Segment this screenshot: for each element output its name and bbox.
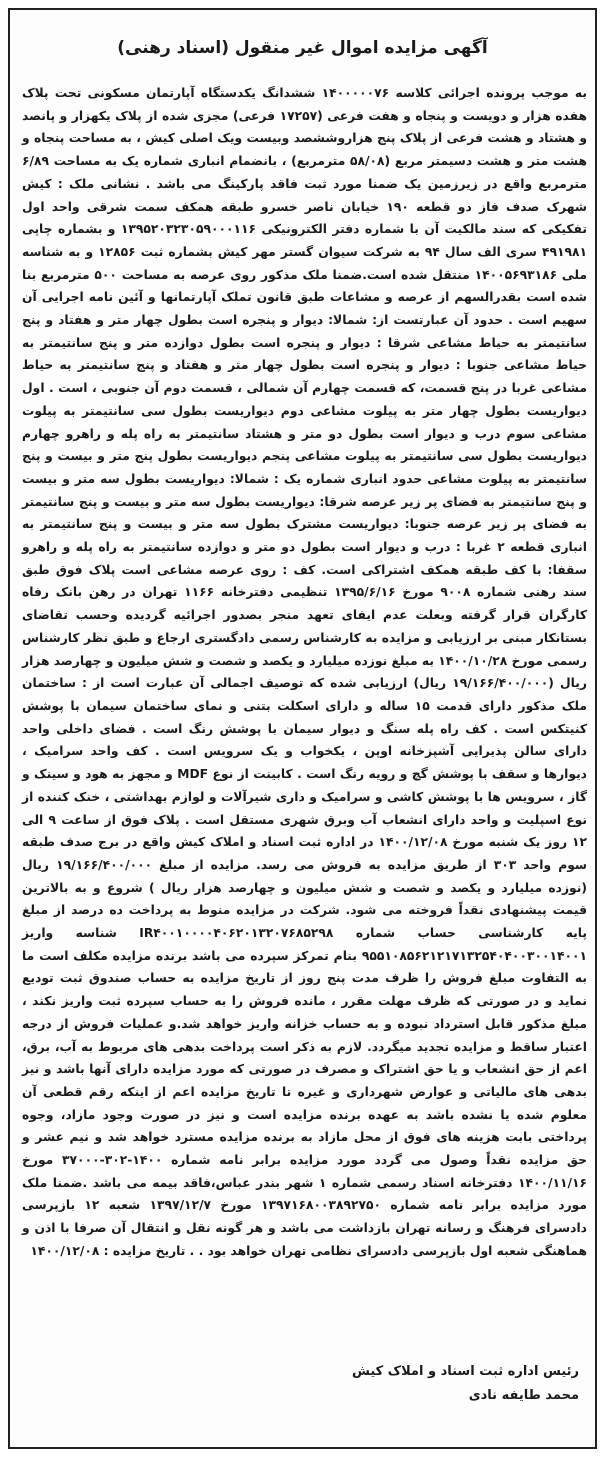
notice-title: آگهی مزایده اموال غیر منقول (اسناد رهنی) [117,38,488,58]
notice-body: به موجب پرونده اجرائی کلاسه ۱۴۰۰۰۰۰۷۶ ششدانگ یکدستگاه آپارتمان مسکونی تحت پلاک هفده هزار و دویست و پنجاه و هفت فرعی (۱۷۲۵۷ فرعی) مجزی شده از پلاک یکهزار و پانصد و هشتاد و هشت فرعی از پلاک پنج هزاروششصد وبیست ویک اصلی کیش ، به مساحت پنجاه و هشت متر و هشت دسیمتر مربع (۵۸/۰۸ مترمربع) ، بانضمام انباری شماره یک به مساحت ۶/۸۹ مترمربع واقع در زیرزمین یک ضمنا مورد ثبت فاقد پارکینگ می باشد . نشانی ملک : کیش شهرک صدف فاز دو قطعه ۱۹۰ خیابان ناصر خسرو طبقه همکف سمت شرقی واحد اول تفکیکی که سند مالکیت آن با شماره دفتر الکترونیکی ۱۳۹۵۲۰۳۲۳۰۵۹۰۰۰۱۱۶ و بشماره چاپی ۴۹۱۹۸۱ سری الف سال ۹۴ به شرکت سیوان گستر مهر کیش بشماره ثبت ۱۲۸۵۶ و به شناسه ملی ۱۴۰۰۵۶۹۳۱۸۶ منتقل شده است.ضمنا ملک مذکور روی عرصه به مساحت ۵۰۰ مترمربع بنا شده است بقدرالسهم از عرصه و مشاعات طبق قانون تملک آپارتمانها و آئین نامه اجرایی آن سهیم است . حدود آن عبارتست از: شمالا: دیوار و پنجره است بطول چهار متر و هفتاد و پنج سانتیمتر به حیاط مشاعی شرقا : دیوار و پنجره است بطول دوازده متر و پنج سانتیمتر به حیاط مشاعی جنوبا : دیوار و پنجره است بطول چهار متر و هفتاد و پنج سانتیمتر به حیاط مشاعی غربا در پنج قسمت، که قسمت چهارم آن شمالی ، قسمت دوم آن جنوبی ، است . اول دیواریست بطول چهار متر به پیلوت مشاعی دوم دیواریست بطول سی سانتیمتر به پیلوت مشاعی سوم درب و دیوار است بطول دو متر و هشتاد سانتیمتر به راه پله و راهرو چهارم دیواریست بطول سی سانتیمتر به پیلوت مشاعی پنجم دیواریست بطول پنج متر و بیست و پنج سانتیمتر به پیلوت مشاعی حدود انباری شماره یک : شمالا: دیواریست بطول سه متر و بیست و پنج سانتیمتر به فضای پر زیر عرصه شرقا: دیواریست بطول سه متر و بیست و پنج سانتیمتر به فضای پر زیر عرصه جنوبا: دیواریست مشترک بطول سه متر و بیست و پنج سانتیمتر به انباری قطعه ۲ غربا : درب و دیوار است بطول دو متر و دوازده سانتیمتر به راه پله و راهرو سقفا: با کف طبقه همکف اشتراکی است. کف : روی عرصه مشاعی است پلاک فوق طبق سند رهنی شماره ۹۰۰۸ مورخ ۱۳۹۵/۶/۱۶ تنظیمی دفترخانه ۱۱۶۶ تهران در رهن بانک رفاه کارگران قرار گرفته وبعلت عدم ایفای تعهد منجر بصدور اجرائیه گردیده وحسب تقاضای بستانکار مبنی بر ارزیابی و مزایده به کارشناس رسمی دادگستری ارجاع و طبق نظر کارشناس رسمی مورخ ۱۴۰۰/۱۰/۲۸ به مبلغ نوزده میلیارد و یکصد و شصت و شش میلیون و چهارصد هزار ریال (۱۹/۱۶۶/۴۰۰/۰۰۰ ریال) ارزیابی شده که توصیف اجمالی آن عبارت است از : ساختمان ملک مذکور دارای قدمت ۱۵ ساله و دارای اسکلت بتنی و نمای ساختمان سیمان با پوشش کنیتکس است . کف راه پله سنگ و دیوار سیمان با پوشش رنگ است . فضای داخلی واحد دارای سالن پذیرایی آشپزخانه اوپن ، یکخواب و یک سرویس است . کف واحد سرامیک ، دیوارها و سقف با پوشش گچ و رویه رنگ است . کابینت از نوع MDF و مجهز به هود و سینک و گاز ، سرویس ها با پوشش کاشی و سرامیک و داری شیرآلات و لوازم بهداشتی ، خنک کننده از نوع اسپلیت و واحد دارای انشعاب آب وبرق شهری مستقل است . پلاک فوق از ساعت ۹ الی ۱۲ روز یک شنبه مورخ ۱۴۰۰/۱۲/۰۸ در اداره ثبت اسناد و املاک کیش واقع در برج صدف طبقه سوم واحد ۳۰۳ از طریق مزایده به فروش می رسد. مزایده از مبلغ ۱۹/۱۶۶/۴۰۰/۰۰۰ ریال (نوزده میلیارد و یکصد و شصت و شش میلیون و چهارصد هزار ریال ) شروع و به بالاترین قیمت پیشنهادی نقداً فروخته می شود. شرکت در مزایده منوط به پرداخت ده درصد از مبلغ پایه کارشناسی حساب شماره IR۴۰۰۱۰۰۰۰۴۰۶۲۰۱۳۲۰۷۶۸۵۲۹۸ شناسه واریز ۹۵۵۱۰۸۵۶۲۱۲۱۷۱۳۲۵۴۰۴۰۰۳۰۰۱۴۰۰۱ بنام تمرکز سپرده می باشد برنده مزایده مکلف است ما به التفاوت مبلغ فروش را ظرف مدت پنج روز از تاریخ مزایده به حساب صندوق ثبت توديع نمايد و در صورتی که ظرف مهلت مقرر ، مانده فروش را به حساب سپرده ثبت واریز نکند ، مبلغ مذکور قابل استرداد نبوده و به حساب خزانه واریز خواهد شد.و عملیات فروش از درجه اعتبار ساقط و مزایده تجدید میگردد. لازم به ذکر است پرداخت بدهی های مربوط به آب، برق، اعم از حق انشعاب و یا حق اشتراک و مصرف در صورتی که مورد مزایده دارای آنها باشد و نیز بدهی های مالیاتی و عوارض شهرداری و غیره تا تاریخ مزایده اعم از اینکه رقم قطعی آن معلوم شده یا نشده باشد به عهده برنده مزایده است و نیز در صورت وجود مازاد، وجوه پرداختی بابت هزینه های فوق از محل مازاد به برنده مزایده مسترد خواهد شد و نیم عشر و حق مزایده نقداً وصول می گردد مورد مزایده برابر نامه شماره ۱۴۰۰-۳۰۲-۳۷۰۰۰ مورخ ۱۴۰۰/۱۱/۱۶ دفترخانه اسناد رسمی شماره ۱ شهر بندر عباس،فاقد بیمه می باشد .ضمنا ملک مورد مزایده برابر نامه شماره ۱۳۹۷۱۶۸۰۰۳۸۹۲۷۵۰ مورخ ۱۳۹۷/۱۲/۷ شعبه ۱۲ بازپرسی دادسرای فرهنگ و رسانه تهران بازداشت می باشد و هر گونه نقل و انتقال آن صرفا با اذن و هماهنگی شعبه اول بازپرسی دادسرای نظامی تهران خواهد بود . . تاریخ مزایده : ۱۴۰۰/۱۲/۰۸ [22,86,588,1258]
signature-office: رئیس اداره ثبت اسناد و املاک کیش [351,1364,579,1379]
notice-frame [8,8,597,1449]
signature-block [219,1360,579,1408]
signature-name: محمد طایفه نادی [468,1388,579,1403]
